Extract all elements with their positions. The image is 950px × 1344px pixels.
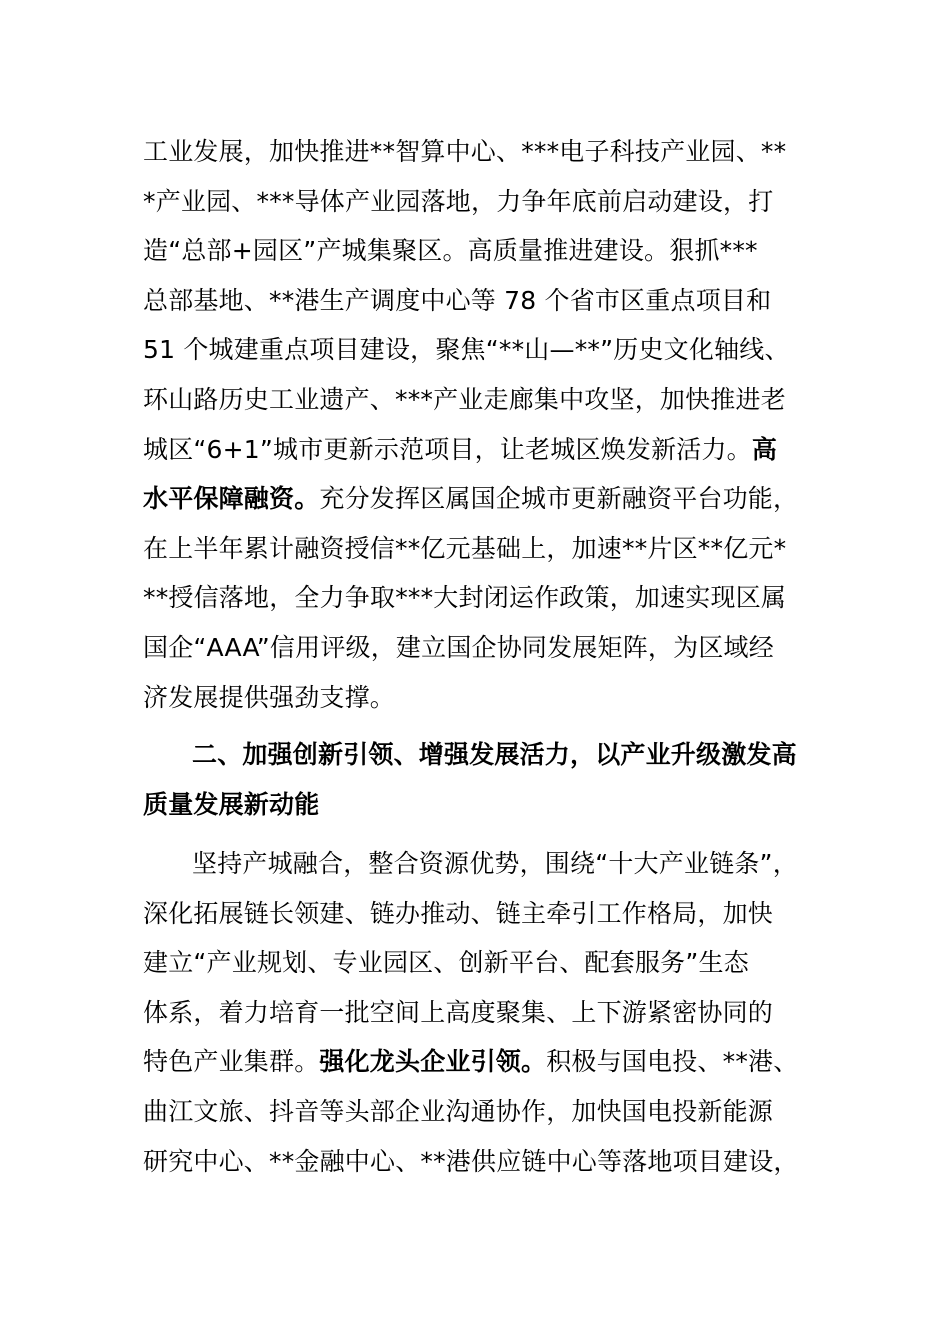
bold-lead-in: 强化龙头企业引领。 [319, 1047, 547, 1077]
bold-lead-in: 高 [751, 434, 778, 464]
text-line [143, 474, 823, 524]
text-line: 造“总部+园区”产城集聚区。高质量推进建设。狠抓*** [143, 236, 758, 266]
heading-line: 质量发展新动能 [143, 789, 320, 819]
text-line: 深化拓展链长领建、链办推动、链主牵引工作格局，加快 [143, 898, 774, 928]
text-line: 济发展提供强劲支撑。 [143, 682, 396, 712]
paragraph-2 [143, 839, 823, 1186]
text-line: 研究中心、**金融中心、**港供应链中心等落地项目建设， [143, 1146, 799, 1176]
text-line: 国企“AAA”信用评级，建立国企协同发展矩阵，为区域经 [143, 632, 774, 662]
text-run: 城区“6+1”城市更新示范项目，让老城区焕发新活力。 [143, 434, 752, 464]
text-line: 曲江文旅、抖音等头部企业沟通协作，加快国电投新能源 [143, 1096, 774, 1126]
paragraph-1 [143, 127, 823, 722]
text-line: 在上半年累计融资授信**亿元基础上，加速**片区**亿元* [143, 533, 787, 563]
text-line [143, 425, 823, 475]
bold-lead-in: 水平保障融资。 [143, 484, 320, 514]
text-line [143, 1037, 823, 1087]
text-line: **授信落地，全力争取***大封闭运作政策，加速实现区属 [143, 583, 787, 613]
text-line: 建立“产业规划、专业园区、创新平台、配套服务”生态 [143, 948, 749, 978]
text-line: 51 个城建重点项目建设，聚焦“**山—**”历史文化轴线、 [143, 335, 790, 365]
text-run: 积极与国电投、**港、 [546, 1047, 799, 1077]
text-run: 特色产业集群。 [143, 1047, 320, 1077]
text-line: *产业园、***导体产业园落地，力争年底前启动建设，打 [143, 186, 774, 216]
heading-line: 二、加强创新引领、增强发展活力，以产业升级激发高 [192, 740, 797, 769]
section-heading [143, 730, 823, 829]
text-run: 充分发挥区属国企城市更新融资平台功能， [319, 484, 799, 514]
text-line: 坚持产城融合，整合资源优势，围绕“十大产业链条”， [192, 849, 798, 878]
text-line: 环山路历史工业遗产、***产业走廊集中攻坚，加快推进老 [143, 384, 786, 414]
text-line: 总部基地、**港生产调度中心等 78 个省市区重点项目和 [143, 285, 772, 315]
text-line: 体系，着力培育一批空间上高度聚集、上下游紧密协同的 [143, 997, 774, 1027]
text-line: 工业发展，加快推进**智算中心、***电子科技产业园、** [143, 137, 787, 166]
